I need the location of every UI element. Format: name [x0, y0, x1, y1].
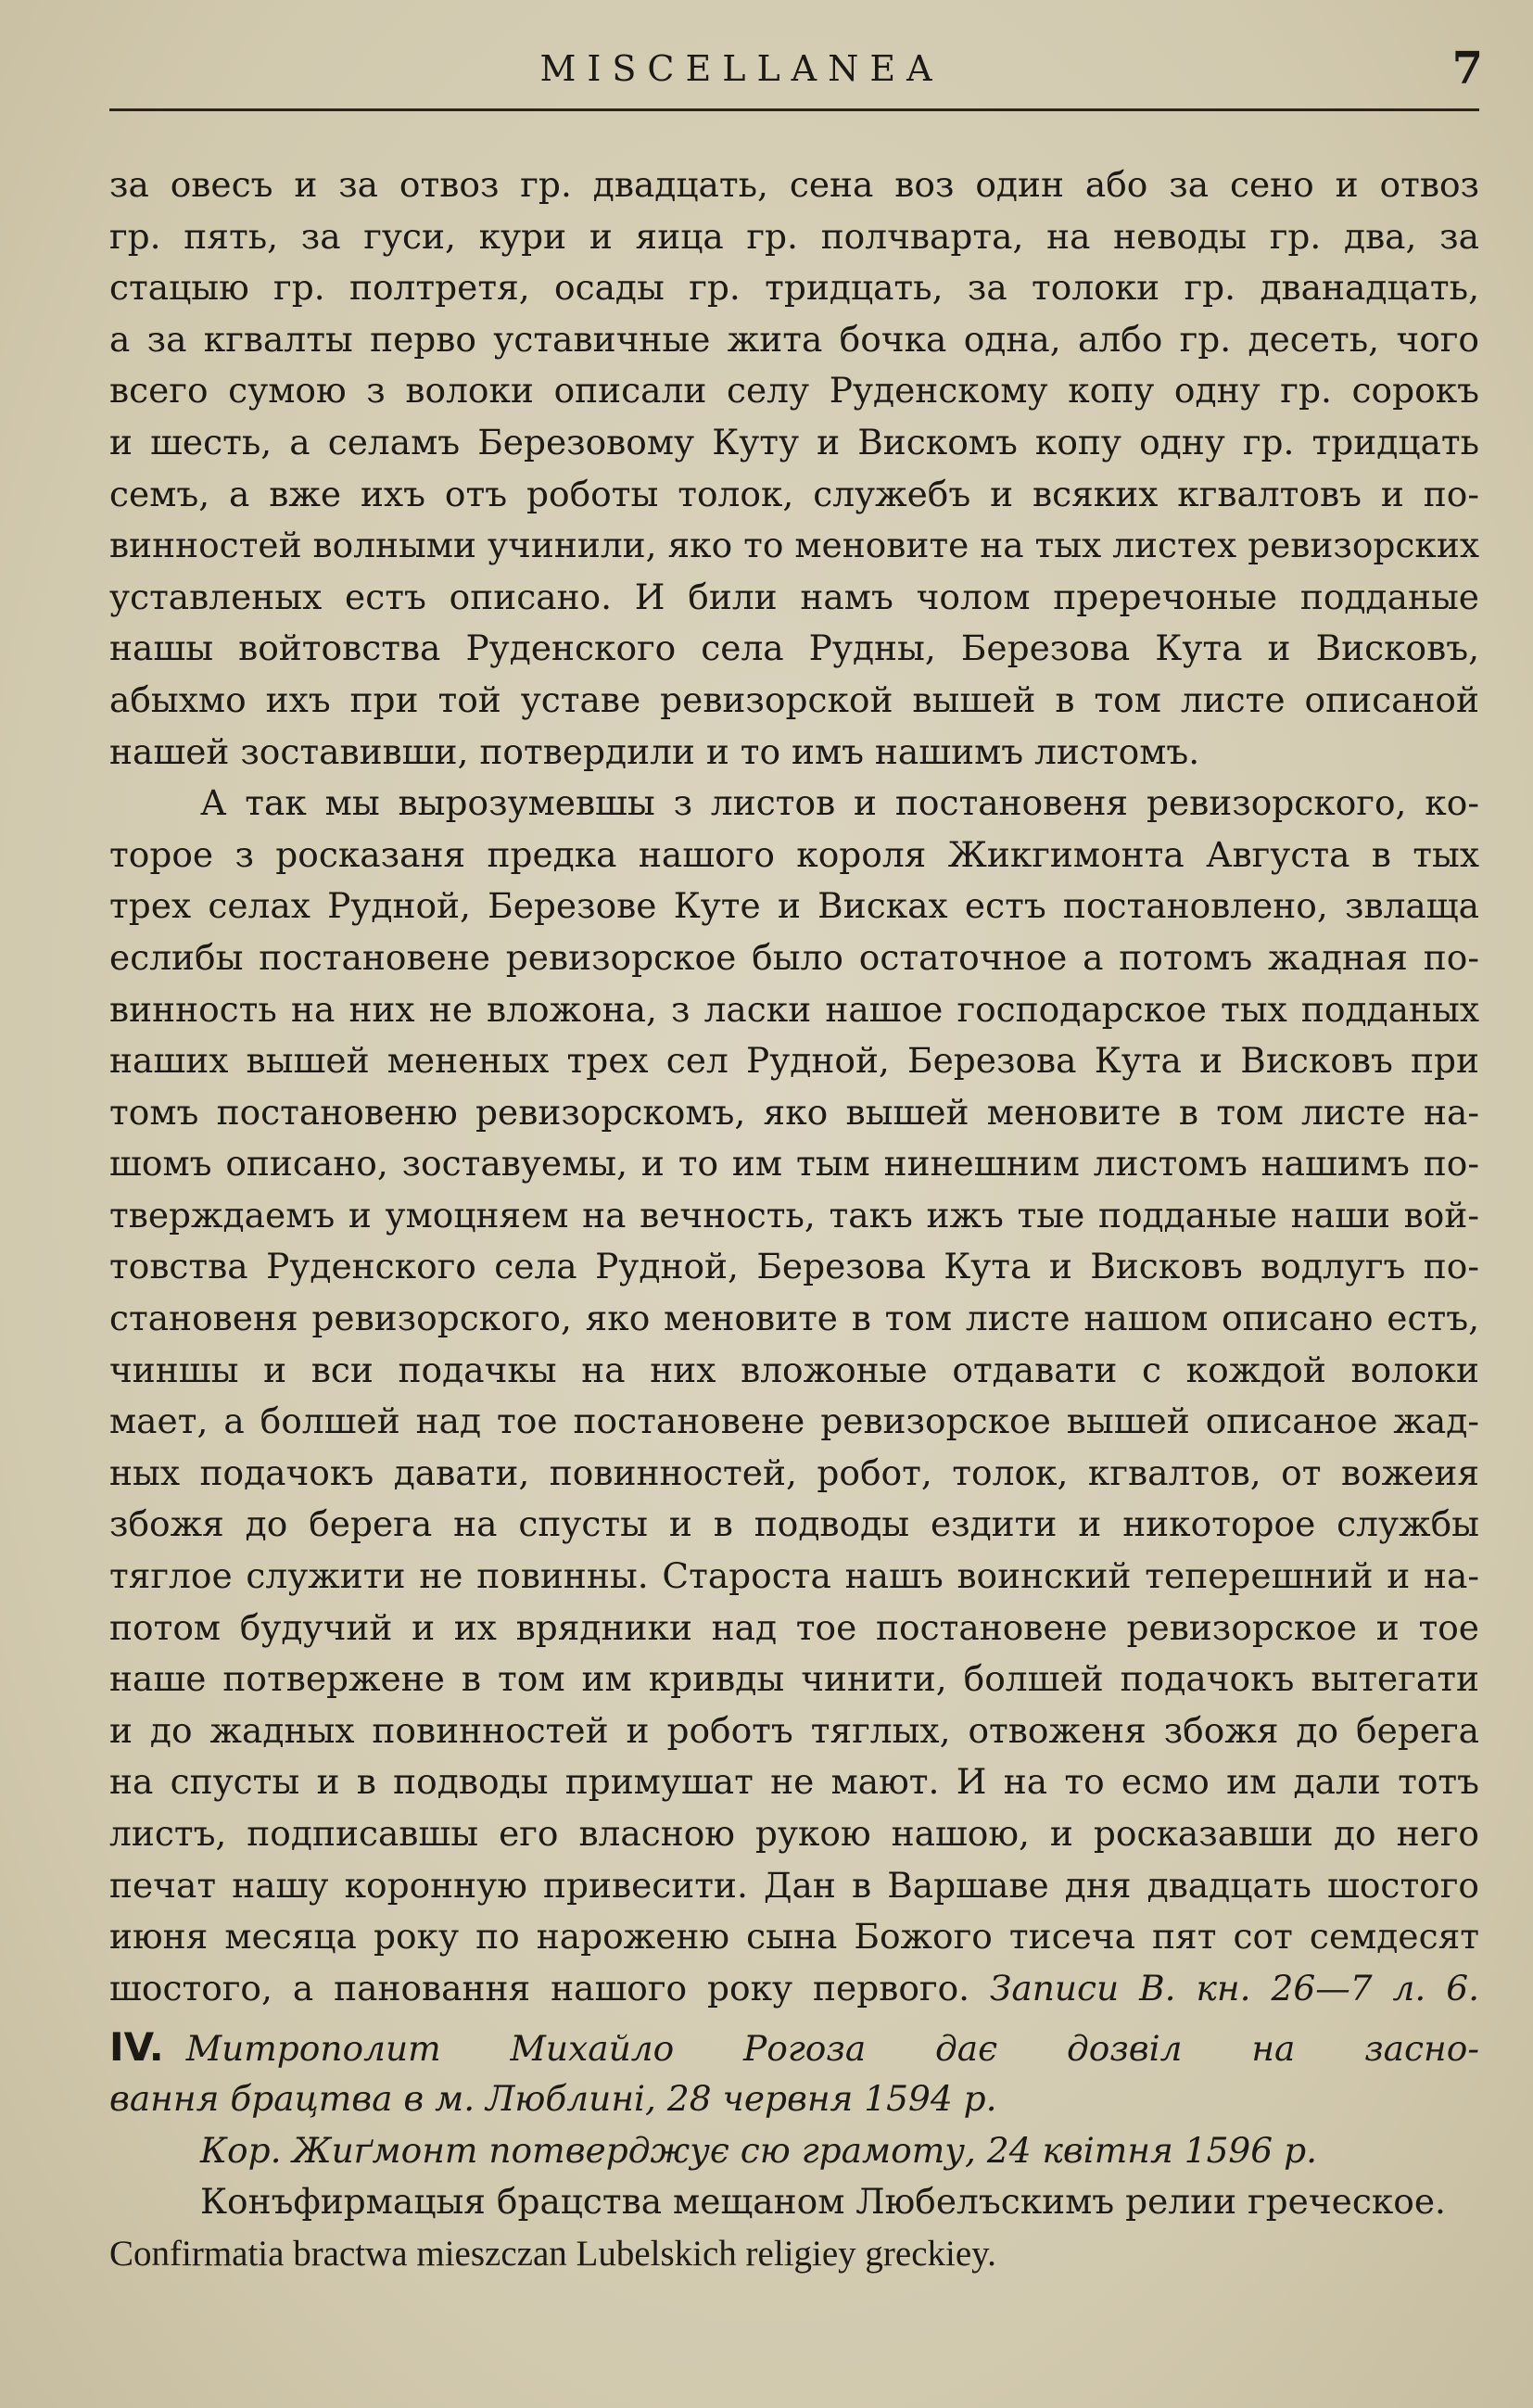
text-line: шомъ описано, зоставуемы, и то им тым нинешним листомъ нашимъ по-: [109, 1143, 1479, 1185]
text-line: чиншы и вси подачкы на них вложоные отдавати с кождой волоки: [109, 1349, 1479, 1390]
cyrillic-document-title: Конъфирмацыя брацства мещаном Любелъскимъ релии греческое.: [200, 2181, 1446, 2223]
text-line: гр. пять, за гуси, кури и яица гр. полчварта, на неводы гр. два, за: [109, 215, 1479, 257]
closing-text: шостого, а пановання нашого року первого.: [109, 1967, 970, 2009]
document-number: IV.: [109, 2024, 164, 2071]
text-line: наших вышей мененых трех сел Рудной, Березова Кута и Висковъ при: [109, 1040, 1479, 1082]
page-number: 7: [1451, 43, 1483, 95]
text-line: торое з росказаня предка нашого короля Жикгимонта Августа в тых: [109, 833, 1479, 875]
running-header: [111, 43, 1483, 104]
text-line: ных подачокъ давати, повинностей, робот, толок, кгвалтов, от вожеия: [109, 1451, 1479, 1493]
text-line: еслибы постановене ревизорское было остаточное а потомъ жадная по-: [109, 936, 1479, 978]
text-line: стацыю гр. полтретя, осады гр. тридцать, за толоки гр. дванадцать,: [109, 267, 1479, 309]
text-line: томъ постановеню ревизорскомъ, яко вышей меновите в том листе на-: [109, 1091, 1479, 1133]
text-line: уставленых естъ описано. И били намъ чолом преречоные подданые: [109, 576, 1479, 617]
running-title: MISCELLANEA: [539, 48, 944, 89]
text-line: июня месяца року по нароженю сына Божого тисеча пят сот семдесят: [109, 1916, 1479, 1958]
body-text: [109, 159, 1479, 2279]
text-line: печат нашу коронную привесити. Дан в Варшаве дня двадцать шостого: [109, 1864, 1479, 1906]
closing-line: [109, 1963, 1479, 2015]
text-line: всего сумою з волоки описали селу Руденскому копу одну гр. сорокъ: [109, 370, 1479, 412]
header-rule: [109, 108, 1479, 111]
confirmation-line: Кор. Жиґмонт потверджує сю грамоту, 24 квітня 1596 р.: [200, 2129, 1317, 2171]
text-line: нашей зоставивши, потвердили и то имъ нашимъ листомъ.: [109, 730, 1200, 772]
text-line: потом будучий и их врядники над тое постановене ревизорское и тое: [109, 1606, 1479, 1648]
text-line: за овесъ и за отвоз гр. двадцать, сена воз один або за сено и отвоз: [109, 164, 1479, 205]
text-line: нашы войтовства Руденского села Рудны, Березова Кута и Висковъ,: [109, 627, 1479, 669]
text-line: винностей волными учинили, яко то меновите на тых листех ревизорских: [109, 525, 1479, 566]
document-title-line-2: вання брацтва в м. Люблині, 28 червня 1594 р.: [109, 2077, 997, 2119]
text-line: абыхмо ихъ при той уставе ревизорской вышей в том листе описаной: [109, 678, 1479, 720]
text-line: а за кгвалты перво уставичные жита бочка одна, албо гр. десеть, чого: [109, 318, 1479, 360]
text-line: тверждаемъ и умоцняем на вечность, такъ ижъ тые подданые наши вой-: [109, 1194, 1479, 1236]
document-heading: [109, 2021, 1479, 2073]
text-line: листъ, подписавшы его власною рукою нашою, и росказавши до него: [109, 1813, 1479, 1854]
paragraph-start-line: А так мы вырозумевшы з листов и постановеня ревизорского, ко-: [200, 782, 1479, 824]
text-line: товства Руденского села Рудной, Березова Кута и Висковъ водлугъ по-: [109, 1246, 1479, 1287]
text-line: винность на них не вложона, з ласки нашое господарское тых подданых: [109, 988, 1479, 1030]
text-line: и до жадных повинностей и роботъ тяглых, отвоженя збожя до берега: [109, 1709, 1479, 1751]
text-line: трех селах Рудной, Березове Куте и Висках естъ постановлено, звлаща: [109, 885, 1479, 927]
archive-source: Записи В. кн. 26—7 л. 6.: [990, 1967, 1479, 2009]
latin-document-title: Confirmatia bractwa mieszczan Lubelskich religiey greckiey.: [109, 2233, 996, 2274]
text-line: мает, а болшей над тое постановене ревизорское вышей описаное жад-: [109, 1400, 1479, 1442]
text-line: на спусты и в подводы примушат не мают. И на то есмо им дали тотъ: [109, 1761, 1479, 1803]
text-line: збожя до берега на спусты и в подводы ездити и никоторое службы: [109, 1503, 1479, 1545]
text-line: становеня ревизорского, яко меновите в том листе нашом описано естъ,: [109, 1298, 1479, 1339]
text-line: наше потвержене в том им кривды чинити, болшей подачокъ вытегати: [109, 1658, 1479, 1700]
text-line: семъ, а вже ихъ отъ роботы толок, служебъ и всяких кгвалтовъ и по-: [109, 473, 1479, 514]
text-line: и шесть, а селамъ Березовому Куту и Вискомъ копу одну гр. тридцать: [109, 421, 1479, 463]
document-title-line-1: Митрополит Михайло Рогоза дає дозвіл на засно-: [185, 2028, 1479, 2070]
text-line: тяглое служити не повинны. Староста нашъ воинский теперешний и на-: [109, 1555, 1479, 1597]
